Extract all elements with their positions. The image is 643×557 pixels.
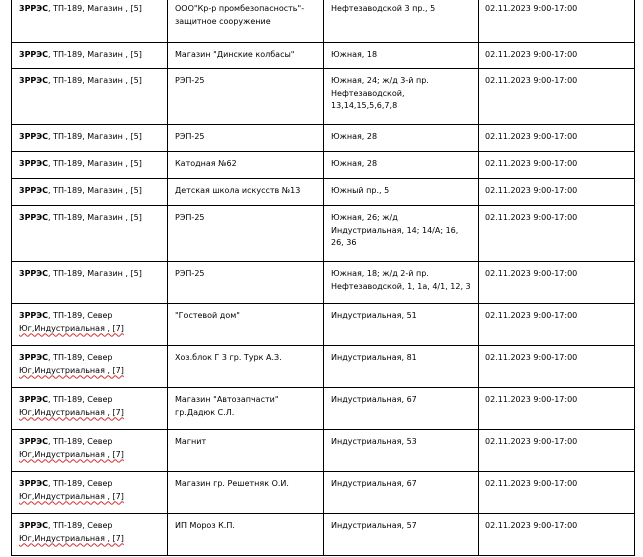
- time-text: 02.11.2023 9:00-17:00: [485, 521, 578, 530]
- object-cell: [168, 69, 324, 125]
- network-cell: [12, 206, 168, 262]
- time-text: 02.11.2023 9:00-17:00: [485, 269, 578, 278]
- object-text: РЭП-25: [175, 269, 205, 278]
- object-cell: [168, 152, 324, 179]
- object-text: РЭП-25: [175, 76, 205, 85]
- address-cell: [324, 179, 479, 206]
- object-cell: [168, 43, 324, 69]
- object-text: Магнит: [175, 437, 207, 446]
- network-text: , ТП-189, Север: [48, 353, 113, 362]
- object-text: "Гостевой дом": [175, 311, 240, 320]
- address-text: Южный пр., 5: [331, 186, 390, 195]
- network-cell: [12, 0, 168, 43]
- outage-table-body: [12, 0, 635, 556]
- network-text-2: Юг,Индустриальная , [7]: [19, 323, 124, 333]
- address-text: Южная, 28: [331, 132, 378, 141]
- object-cell: [168, 0, 324, 43]
- object-text: Магазин "Динские колбасы": [175, 50, 295, 59]
- time-cell: [479, 152, 635, 179]
- object-text: Катодная №62: [175, 159, 237, 168]
- network-cell: [12, 262, 168, 304]
- network-text: , ТП-189, Магазин , [5]: [48, 159, 142, 168]
- time-text: 02.11.2023 9:00-17:00: [485, 437, 578, 446]
- network-text-2: Юг,Индустриальная , [7]: [19, 533, 124, 543]
- network-text: , ТП-189, Север: [48, 395, 113, 404]
- network-cell: [12, 152, 168, 179]
- object-cell: [168, 346, 324, 388]
- object-cell: [168, 388, 324, 430]
- object-text-2: защитное сооружение: [175, 16, 271, 26]
- network-cell: [12, 304, 168, 346]
- org-code: 3РРЭС: [19, 159, 49, 168]
- address-cell: [324, 262, 479, 304]
- network-cell: [12, 514, 168, 556]
- time-cell: [479, 262, 635, 304]
- address-cell: [324, 152, 479, 179]
- address-cell: [324, 0, 479, 43]
- object-text: ООО"Кр-р промбезопасность"-: [175, 4, 305, 13]
- table-row: [12, 472, 635, 514]
- network-text: , ТП-189, Север: [48, 311, 113, 320]
- address-text-3: 26, 36: [331, 238, 357, 247]
- object-cell: [168, 125, 324, 152]
- address-cell: [324, 514, 479, 556]
- org-code: 3РРЭС: [19, 76, 49, 85]
- org-code: 3РРЭС: [19, 479, 49, 488]
- network-text: , ТП-189, Север: [48, 437, 113, 446]
- time-text: 02.11.2023 9:00-17:00: [485, 353, 578, 362]
- time-cell: [479, 0, 635, 43]
- time-text: 02.11.2023 9:00-17:00: [485, 186, 578, 195]
- object-cell: [168, 179, 324, 206]
- org-code: 3РРЭС: [19, 132, 49, 141]
- table-row: [12, 179, 635, 206]
- address-text: Южная, 18; ж/д 2-й пр.: [331, 269, 429, 278]
- object-text: Магазин гр. Решетняк О.И.: [175, 479, 289, 488]
- network-cell: [12, 346, 168, 388]
- network-text: , ТП-189, Север: [48, 479, 113, 488]
- table-row: [12, 388, 635, 430]
- address-text-3: 13,14,15,5,6,7,8: [331, 101, 398, 110]
- address-cell: [324, 346, 479, 388]
- address-cell: [324, 69, 479, 125]
- object-text: ИП Мороз К.П.: [175, 521, 235, 530]
- network-cell: [12, 179, 168, 206]
- address-cell: [324, 43, 479, 69]
- time-cell: [479, 304, 635, 346]
- network-cell: [12, 125, 168, 152]
- network-text: , ТП-189, Магазин , [5]: [48, 4, 142, 13]
- network-text: , ТП-189, Магазин , [5]: [48, 186, 142, 195]
- table-row: [12, 346, 635, 388]
- time-text: 02.11.2023 9:00-17:00: [485, 50, 578, 59]
- table-row: [12, 152, 635, 179]
- time-text: 02.11.2023 9:00-17:00: [485, 479, 578, 488]
- time-text: 02.11.2023 9:00-17:00: [485, 213, 578, 222]
- org-code: 3РРЭС: [19, 437, 49, 446]
- network-text: , ТП-189, Север: [48, 521, 113, 530]
- network-text: , ТП-189, Магазин , [5]: [48, 132, 142, 141]
- address-cell: [324, 304, 479, 346]
- address-text: Индустриальная, 67: [331, 395, 417, 404]
- address-text: Индустриальная, 51: [331, 311, 417, 320]
- network-text-2: Юг,Индустриальная , [7]: [19, 491, 124, 501]
- time-cell: [479, 69, 635, 125]
- org-code: 3РРЭС: [19, 50, 49, 59]
- address-text: Южная, 18: [331, 50, 378, 59]
- time-text: 02.11.2023 9:00-17:00: [485, 395, 578, 404]
- address-text: Южная, 28: [331, 159, 378, 168]
- object-text-2: гр.Дадюк С.Л.: [175, 407, 235, 417]
- table-row: [12, 304, 635, 346]
- time-text: 02.11.2023 9:00-17:00: [485, 4, 578, 13]
- network-text: , ТП-189, Магазин , [5]: [48, 213, 142, 222]
- object-text: РЭП-25: [175, 213, 205, 222]
- time-cell: [479, 514, 635, 556]
- address-text: Индустриальная, 53: [331, 437, 417, 446]
- network-text-2: Юг,Индустриальная , [7]: [19, 407, 124, 417]
- network-text: , ТП-189, Магазин , [5]: [48, 76, 142, 85]
- table-row: [12, 262, 635, 304]
- table-row: [12, 0, 635, 43]
- org-code: 3РРЭС: [19, 269, 49, 278]
- object-text: Детская школа искусств №13: [175, 186, 301, 195]
- object-cell: [168, 514, 324, 556]
- object-cell: [168, 304, 324, 346]
- table-row: [12, 430, 635, 472]
- outage-table: [11, 0, 635, 556]
- network-cell: [12, 388, 168, 430]
- object-cell: [168, 262, 324, 304]
- object-cell: [168, 472, 324, 514]
- org-code: 3РРЭС: [19, 213, 49, 222]
- network-text: , ТП-189, Магазин , [5]: [48, 50, 142, 59]
- network-cell: [12, 43, 168, 69]
- object-text: Хоз.блок Г 3 гр. Турк А.З.: [175, 353, 282, 362]
- org-code: 3РРЭС: [19, 186, 49, 195]
- object-cell: [168, 430, 324, 472]
- time-cell: [479, 388, 635, 430]
- time-cell: [479, 346, 635, 388]
- org-code: 3РРЭС: [19, 395, 49, 404]
- time-cell: [479, 206, 635, 262]
- network-text-2: Юг,Индустриальная , [7]: [19, 365, 124, 375]
- org-code: 3РРЭС: [19, 311, 49, 320]
- time-cell: [479, 125, 635, 152]
- network-cell: [12, 472, 168, 514]
- address-text: Южная, 24; ж/д 3-й пр.: [331, 76, 429, 85]
- address-cell: [324, 388, 479, 430]
- table-row: [12, 514, 635, 556]
- time-text: 02.11.2023 9:00-17:00: [485, 159, 578, 168]
- network-cell: [12, 69, 168, 125]
- time-text: 02.11.2023 9:00-17:00: [485, 76, 578, 85]
- address-cell: [324, 206, 479, 262]
- table-row: [12, 125, 635, 152]
- object-text: РЭП-25: [175, 132, 205, 141]
- time-text: 02.11.2023 9:00-17:00: [485, 132, 578, 141]
- address-text: Индустриальная, 67: [331, 479, 417, 488]
- network-cell: [12, 430, 168, 472]
- time-cell: [479, 43, 635, 69]
- object-cell: [168, 206, 324, 262]
- time-cell: [479, 430, 635, 472]
- time-text: 02.11.2023 9:00-17:00: [485, 311, 578, 320]
- address-text: Южная, 26; ж/д: [331, 213, 398, 222]
- address-text-2: Индустриальная, 14; 14/А; 16,: [331, 225, 459, 235]
- table-row: [12, 43, 635, 69]
- address-cell: [324, 125, 479, 152]
- address-text-2: Нефтезаводской,: [331, 88, 405, 98]
- table-row: [12, 206, 635, 262]
- object-text: Магазин "Автозапчасти": [175, 395, 279, 404]
- org-code: 3РРЭС: [19, 353, 49, 362]
- network-text: , ТП-189, Магазин , [5]: [48, 269, 142, 278]
- org-code: 3РРЭС: [19, 4, 49, 13]
- table-row: [12, 69, 635, 125]
- address-text: Индустриальная, 81: [331, 353, 417, 362]
- org-code: 3РРЭС: [19, 521, 49, 530]
- address-cell: [324, 472, 479, 514]
- address-text: Индустриальная, 57: [331, 521, 417, 530]
- network-text-2: Юг,Индустриальная , [7]: [19, 449, 124, 459]
- address-text-2: Нефтезаводской, 1, 1а, 4/1, 12, 3: [331, 281, 471, 291]
- address-text: Нефтезаводской 3 пр., 5: [331, 4, 436, 13]
- address-cell: [324, 430, 479, 472]
- time-cell: [479, 179, 635, 206]
- time-cell: [479, 472, 635, 514]
